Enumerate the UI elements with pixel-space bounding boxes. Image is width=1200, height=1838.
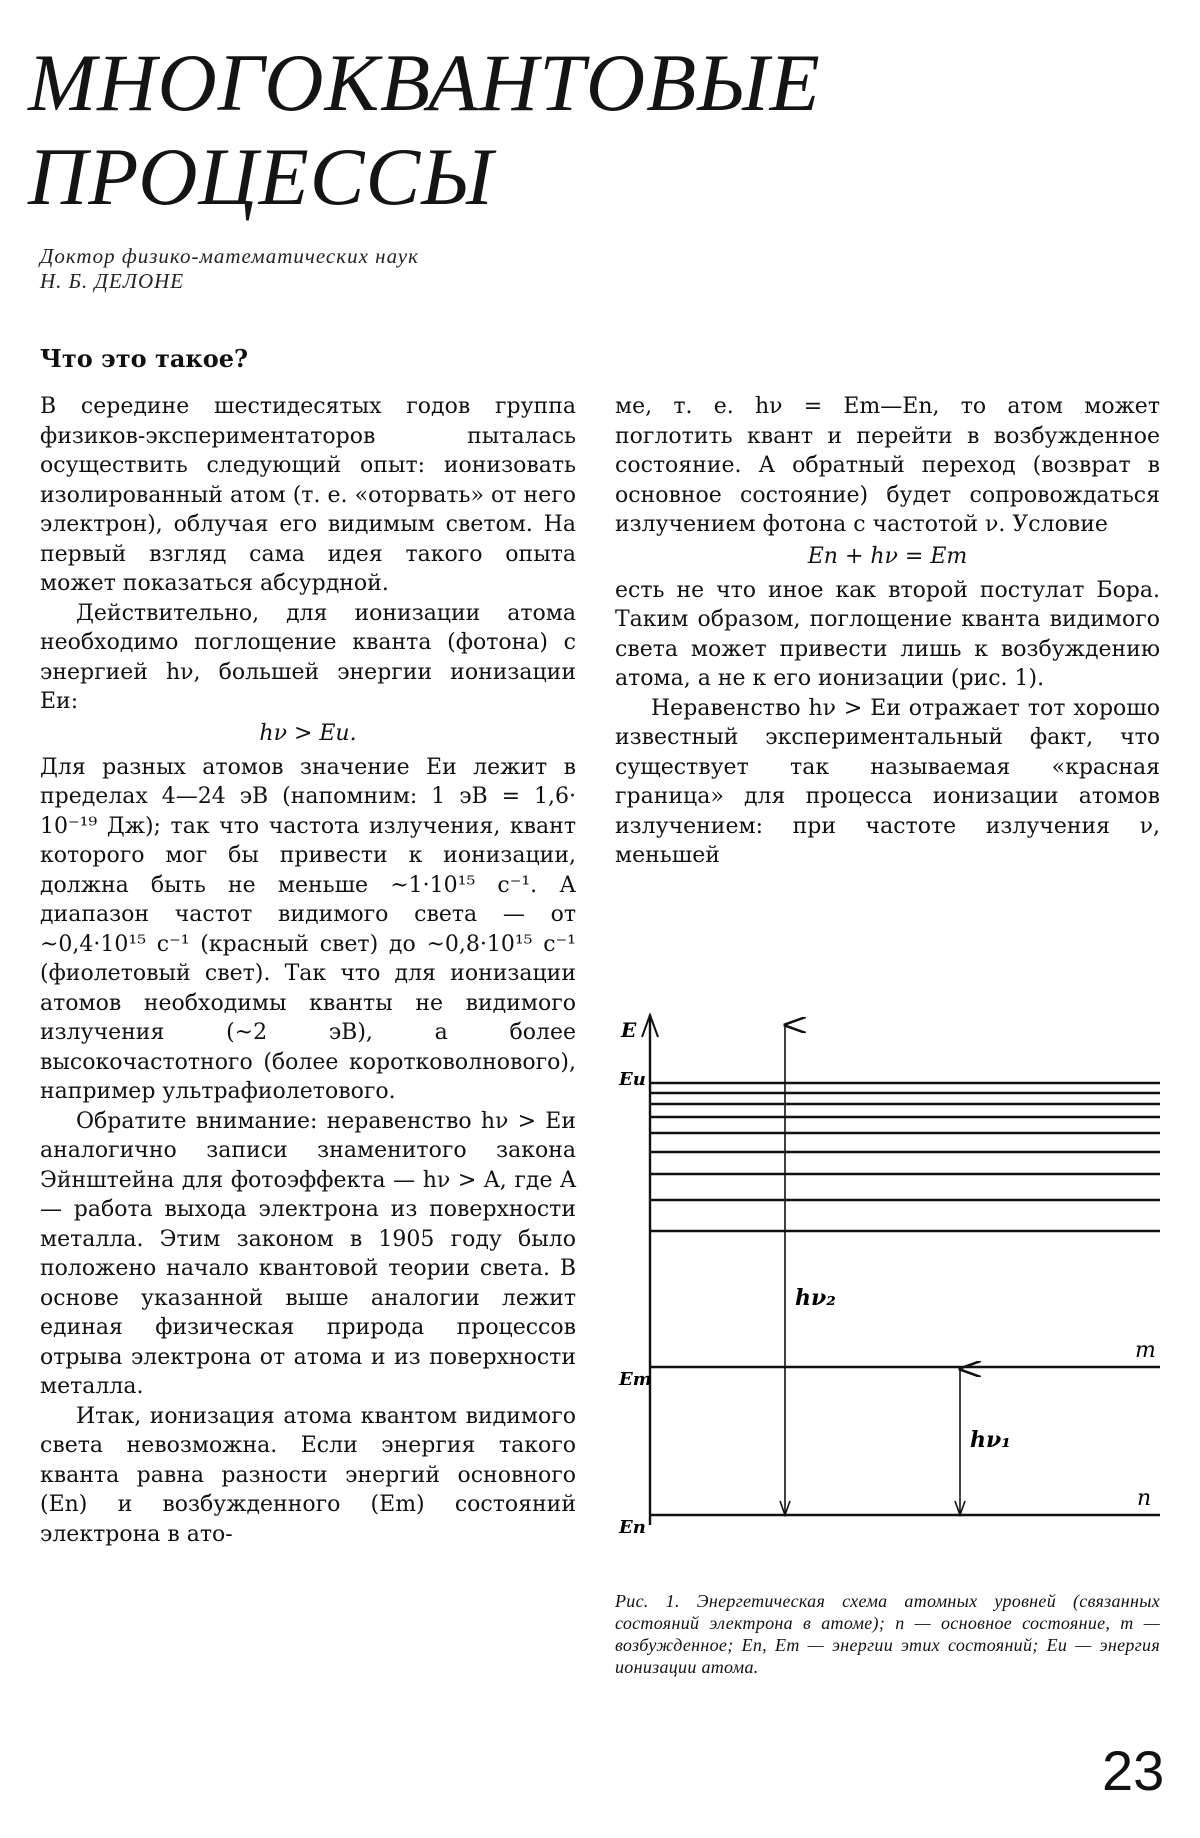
label-energy-n: En — [619, 1517, 646, 1535]
paragraph: Обратите внимание: неравенство hν > Eи аналогично записи знаменитого закона Эйнштейна для фотоэффекта — hν > A, где A — работа выхода электрона из поверхности металла. Этим законом в 1905 году было положено начало квантовой теории света. В основе указанной выше аналогии лежит единая физическая природа процессов отрыва электрона от атома и из поверхности металла. — [40, 1108, 576, 1399]
energy-level-diagram — [615, 1005, 1175, 1535]
article-title — [28, 36, 821, 224]
title-line-1: МНОГОКВАНТОВЫЕ — [28, 37, 821, 128]
right-column — [615, 392, 1160, 871]
label-ionization-energy: Eи — [619, 1069, 646, 1090]
paragraph: В середине шестидесятых годов группа физиков-экспериментаторов пыталась осуществить следующий опыт: ионизовать изолированный атом (т. е. «оторвать» от него электрон), облучая его видимым светом. На первый взгляд сама идея такого опыта может показаться абсурдной. — [40, 394, 576, 596]
paragraph: ме, т. е. hν = Em—En, то атом может поглотить квант и перейти в возбужденное состояние. А обратный переход (возврат в основное состояние) будет сопровождаться излучением фотона с частотой ν. Условие — [615, 394, 1160, 537]
section-heading: Что это такое? — [40, 344, 249, 373]
formula-bohr: En + hν = Em — [807, 543, 968, 569]
paragraph: Итак, ионизация атома квантом видимого света невозможна. Если энергия такого кванта равна разности энергий основного (En) и возбужденного (Em) состояний электрона в ато- — [40, 1403, 576, 1547]
label-level-n: n — [1137, 1486, 1152, 1511]
paragraph: Для разных атомов значение Eи лежит в пределах 4—24 эВ (напомним: 1 эВ = 1,6· 10⁻¹⁹ Дж); так что частота излучения, квант которого мог бы привести к ионизации, должна быть не меньше ~1·10¹⁵ с⁻¹. А диапазон частот видимого света — от ~0,4·10¹⁵ с⁻¹ (красный свет) до ~0,8·10¹⁵ с⁻¹ (фиолетовый свет). Так что для ионизации атомов необходимы кванты не видимого излучения (~2 эВ), а более высокочастотного (более коротковолнового), например ультрафиолетового. — [40, 754, 576, 1104]
energy-levels — [650, 1083, 1160, 1515]
paragraph: Действительно, для ионизации атома необходимо поглощение кванта (фотона) с энергией hν, большей энергии ионизации Eи: — [40, 600, 576, 714]
paragraph: Неравенство hν > Eи отражает тот хорошо известный экспериментальный факт, что существует так называемая «красная граница» для процесса ионизации атомов излучением: при частоте излучения ν, меньшей — [615, 695, 1160, 868]
axis-label-e: E — [621, 1018, 637, 1042]
formula-ionization: hν > Eи. — [259, 720, 357, 746]
author-block — [40, 244, 419, 294]
label-level-m: m — [1135, 1338, 1156, 1363]
title-line-2: ПРОЦЕССЫ — [28, 131, 494, 222]
figure-caption: Рис. 1. Энергетическая схема атомных уровней (связанных состояний электрона в атоме); n — основное состояние, m — возбужденное; En, Em — энергии этих состояний; Eи — энергия ионизации атома. — [615, 1591, 1160, 1677]
label-energy-m: Em — [619, 1369, 652, 1390]
page-number: 23 — [1102, 1739, 1165, 1802]
energy-diagram-svg — [615, 1005, 1175, 1535]
paragraph: есть не что иное как второй постулат Бора. Таким образом, поглощение кванта видимого света может привести лишь к возбуждению атома, а не к его ионизации (рис. 1). — [615, 577, 1160, 691]
label-transition-1: hν₁ — [970, 1427, 1011, 1453]
left-column — [40, 392, 576, 1549]
author-name: Н. Б. ДЕЛОНЕ — [40, 269, 185, 293]
author-degree: Доктор физико-математических наук — [40, 244, 419, 268]
label-transition-2: hν₂ — [795, 1285, 836, 1311]
